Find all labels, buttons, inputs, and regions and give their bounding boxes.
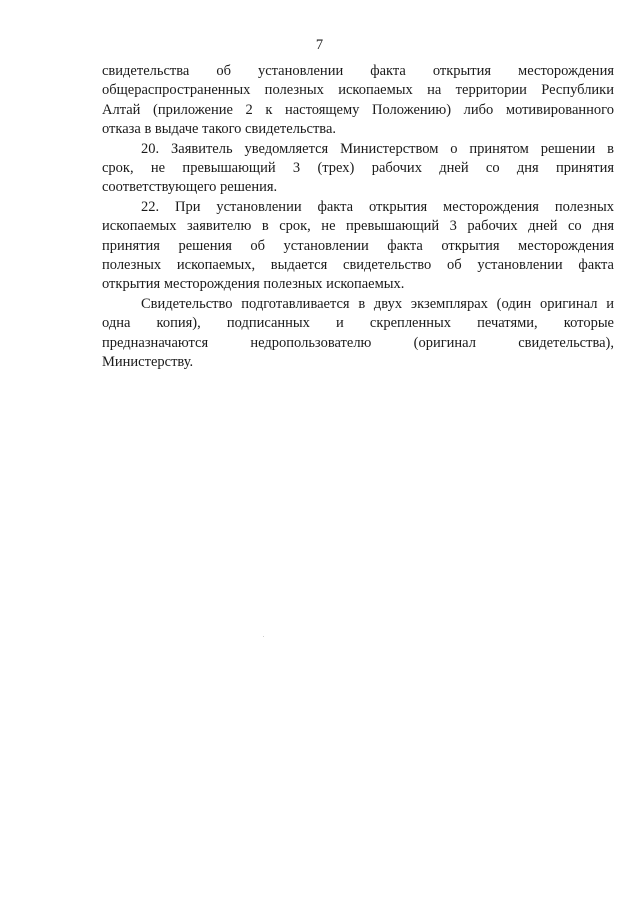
text-line: одна копия), подписанных и скрепленных печатями, которые xyxy=(102,315,614,332)
text-line: полезных ископаемых, выдается свидетельство об установлении факта xyxy=(102,257,614,274)
paragraph-continuation xyxy=(102,62,614,140)
text-line: 20. Заявитель уведомляется Министерством о принятом решении в xyxy=(141,140,614,157)
text-line: Свидетельство подготавливается в двух экземплярах (один оригинал и xyxy=(141,295,614,312)
text-line: открытия месторождения полезных ископаемых. xyxy=(102,276,405,293)
document-body xyxy=(102,62,614,373)
text-line: общераспространенных полезных ископаемых на территории Республики xyxy=(102,82,614,99)
text-line: отказа в выдаче такого свидетельства. xyxy=(102,121,337,138)
scan-speck xyxy=(263,636,264,637)
text-line: ископаемых заявителю в срок, не превышающий 3 рабочих дней со дня xyxy=(102,218,614,235)
text-line: предназначаются недропользователю (оригинал свидетельства), xyxy=(102,334,614,351)
text-line: Алтай (приложение 2 к настоящему Положению) либо мотивированного xyxy=(102,101,614,118)
text-line: 22. При установлении факта открытия месторождения полезных xyxy=(141,198,614,215)
paragraph-certificate xyxy=(102,295,614,373)
text-line: соответствующего решения. xyxy=(102,179,278,196)
page-number: 7 xyxy=(315,37,324,53)
paragraph-20 xyxy=(102,140,614,198)
paragraph-22 xyxy=(102,198,614,295)
text-line: принятия решения об установлении факта открытия месторождения xyxy=(102,237,614,254)
text-line: свидетельства об установлении факта открытия месторождения xyxy=(102,63,614,79)
text-line: срок, не превышающий 3 (трех) рабочих дней со дня принятия xyxy=(102,160,614,177)
text-line: Министерству. xyxy=(102,354,194,371)
